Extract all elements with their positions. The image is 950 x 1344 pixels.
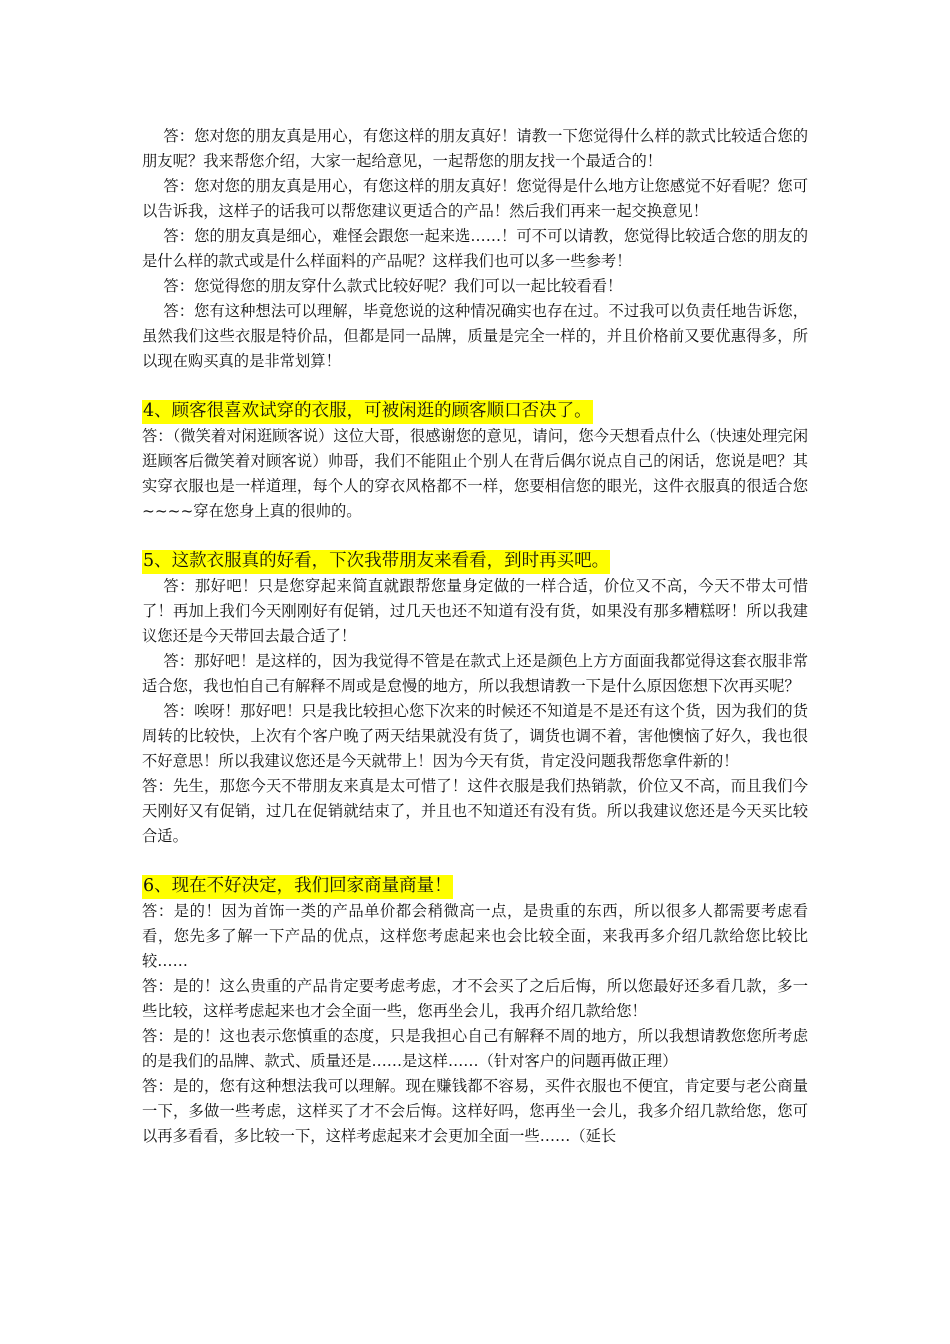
answer-paragraph: 答：是的！这么贵重的产品肯定要考虑考虑，才不会买了之后后悔，所以您最好还多看几款，多一些比较，这样考虑起来也才会全面一些，您再坐会儿，我再介绍几款给您！ — [142, 977, 808, 1020]
highlighted-heading-text: 5、这款衣服真的好看，下次我带朋友来看看，到时再买吧。 — [142, 550, 610, 574]
answer-paragraph: 答：那好吧！只是您穿起来简直就跟帮您量身定做的一样合适，价位又不高，今天不带太可惜了！再加上我们今天刚刚好有促销，过几天也还不知道有没有货，如果没有那多糟糕呀！所以我建议您还是今天带回去最合适了！ — [142, 577, 808, 645]
answer-paragraph: 答：您有这种想法可以理解，毕竟您说的这种情况确实也存在过。不过我可以负责任地告诉您，虽然我们这些衣服是特价品，但都是同一品牌，质量是完全一样的，并且价格前又要优惠得多，所以现在购买真的是非常划算！ — [142, 302, 808, 370]
section-5 — [142, 549, 808, 849]
answer-paragraph: 答：那好吧！是这样的，因为我觉得不管是在款式上还是颜色上方方面面我都觉得这套衣服非常适合您，我也怕自己有解释不周或是怠慢的地方，所以我想请教一下是什么原因您想下次再买呢？ — [142, 652, 808, 695]
answer-paragraph: 答：您对您的朋友真是用心，有您这样的朋友真好！您觉得是什么地方让您感觉不好看呢？您可以告诉我，这样子的话我可以帮您建议更适合的产品！然后我们再来一起交换意见！ — [142, 177, 808, 220]
answer-paragraph: 答：您对您的朋友真是用心，有您这样的朋友真好！请教一下您觉得什么样的款式比较适合您的朋友呢？我来帮您介绍，大家一起给意见，一起帮您的朋友找一个最适合的！ — [142, 127, 808, 170]
section-6 — [142, 874, 808, 1149]
section-4 — [142, 399, 808, 524]
highlighted-heading-text: 6、现在不好决定，我们回家商量商量！ — [142, 875, 453, 899]
section-heading — [142, 549, 808, 574]
answer-paragraph: 答：唉呀！那好吧！只是我比较担心您下次来的时候还不知道是不是还有这个货，因为我们的货周转的比较快，上次有个客户晚了两天结果就没有货了，调货也调不着，害他懊恼了好久，我也很不好意思！所以我建议您还是今天就带上！因为今天有货，肯定没问题我帮您拿件新的！ — [142, 702, 808, 770]
document-page — [142, 124, 808, 1149]
section-spacer — [142, 849, 808, 874]
answer-paragraph: 答：先生，那您今天不带朋友来真是太可惜了！这件衣服是我们热销款，价位又不高，而且我们今天刚好又有促销，过几在促销就结束了，并且也不知道还有没有货。所以我建议您还是今天买比较合适。 — [142, 777, 808, 845]
highlighted-heading-text: 4、顾客很喜欢试穿的衣服，可被闲逛的顾客顺口否决了。 — [142, 400, 593, 424]
section-spacer — [142, 374, 808, 399]
answer-paragraph: 答：是的！因为首饰一类的产品单价都会稍微高一点，是贵重的东西，所以很多人都需要考虑看看，您先多了解一下产品的优点，这样您考虑起来也会比较全面，来我再多介绍几款给您比较比较…… — [142, 902, 808, 970]
answer-paragraph: 答：是的，您有这种想法我可以理解。现在赚钱都不容易，买件衣服也不便宜，肯定要与老公商量一下，多做一些考虑，这样买了才不会后悔。这样好吗，您再坐一会儿，我多介绍几款给您，您可以再多看看，多比较一下，这样考虑起来才会更加全面一些……（延长 — [142, 1077, 808, 1145]
section-intro — [142, 124, 808, 374]
answer-paragraph: 答：您觉得您的朋友穿什么款式比较好呢？我们可以一起比较看看！ — [163, 277, 623, 295]
section-heading — [142, 399, 808, 424]
answer-paragraph: 答：（微笑着对闲逛顾客说）这位大哥，很感谢您的意见，请问，您今天想看点什么（快速处理完闲逛顾客后微笑着对顾客说）帅哥，我们不能阻止个别人在背后偶尔说点自己的闲话，您说是吧？其实穿衣服也是一样道理，每个人的穿衣风格都不一样，您要相信您的眼光，这件衣服真的很适合您~~~~穿在您身上真的很帅的。 — [142, 427, 808, 520]
answer-paragraph: 答：您的朋友真是细心，难怪会跟您一起来选……！可不可以请教，您觉得比较适合您的朋友的是什么样的款式或是什么样面料的产品呢？这样我们也可以多一些参考！ — [142, 227, 808, 270]
section-spacer — [142, 524, 808, 549]
section-heading — [142, 874, 808, 899]
answer-paragraph: 答：是的！这也表示您慎重的态度，只是我担心自己有解释不周的地方，所以我想请教您您所考虑的是我们的品牌、款式、质量还是……是这样……（针对客户的问题再做正理） — [142, 1027, 808, 1070]
